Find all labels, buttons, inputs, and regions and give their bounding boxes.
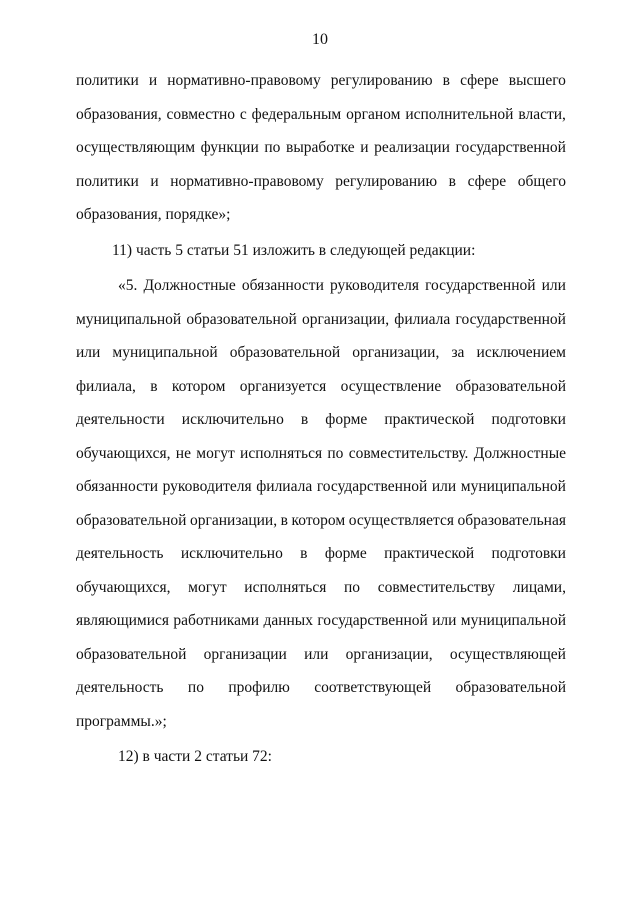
word: осуществляющим: [76, 139, 196, 156]
word: практической: [384, 545, 475, 562]
word: с: [239, 105, 247, 123]
text-line: [76, 336, 566, 370]
word: деятельности: [76, 411, 165, 428]
word: органом: [346, 105, 401, 123]
word: организации,: [345, 645, 433, 663]
word: котором: [171, 377, 226, 395]
word: и: [360, 139, 369, 156]
word: сфере: [460, 72, 499, 89]
text-line: [76, 571, 566, 605]
word: Должностные: [473, 444, 566, 462]
word: реализации: [374, 139, 450, 156]
word: функции: [200, 139, 259, 156]
word: деятельность: [76, 545, 164, 562]
word: работниками: [173, 612, 260, 629]
word: образовательной: [76, 645, 187, 663]
text-line: 12) в части 2 статьи 72:: [118, 748, 272, 765]
word: и: [148, 72, 158, 89]
text-line: 11) часть 5 статьи 51 изложить в следующей редакции:: [112, 241, 476, 259]
word: исключительно: [180, 545, 283, 562]
word: или: [76, 344, 101, 361]
paragraph-item-11: [76, 234, 566, 268]
text-line: [76, 303, 566, 337]
text-line: [76, 504, 566, 538]
word: котором: [291, 511, 346, 529]
word: образования,: [76, 105, 162, 123]
paragraph-amendment-text: [76, 269, 566, 738]
word: по: [264, 139, 281, 156]
text-line: образования, порядке»;: [76, 206, 231, 223]
text-line: [76, 370, 566, 404]
word: обучающихся,: [76, 578, 171, 596]
word: филиала: [394, 310, 451, 328]
word: общего: [517, 172, 566, 190]
word: обучающихся,: [76, 444, 171, 462]
word: совместно: [166, 105, 235, 123]
word: форме: [324, 545, 367, 562]
text-line: [76, 165, 566, 199]
word: по: [344, 578, 361, 596]
word: или: [431, 478, 457, 495]
word: в: [448, 172, 456, 190]
word: руководителя: [162, 478, 252, 495]
word: образовательная: [457, 511, 566, 529]
paragraph-item-12: [76, 740, 566, 774]
text-line: [76, 98, 566, 132]
text-line: [76, 437, 566, 471]
document-body: [76, 64, 566, 774]
text-line: [76, 403, 566, 437]
word: деятельность: [76, 679, 164, 696]
word: или: [304, 645, 329, 663]
word: политики: [76, 72, 139, 89]
word: государственной: [455, 310, 566, 328]
text-line: [76, 470, 566, 504]
paragraph-continuation: [76, 64, 566, 232]
word: руководителя: [329, 277, 419, 294]
page-number: 10: [312, 31, 328, 48]
text-line: [76, 638, 566, 672]
text-line: [76, 604, 566, 638]
text-line: [76, 269, 566, 303]
word: высшего: [508, 72, 566, 89]
word: осуществляется: [348, 511, 454, 529]
word: нормативно-правовому: [167, 72, 321, 89]
word: образовательной: [455, 679, 566, 696]
word: Должностные: [143, 277, 236, 294]
word: федеральным: [251, 105, 342, 123]
word: осуществляющей: [449, 645, 566, 663]
word: муниципальной: [112, 344, 218, 361]
word: выработке: [286, 139, 355, 156]
word: подготовки: [491, 411, 566, 428]
word: в: [300, 411, 309, 428]
word: исполняться: [244, 578, 327, 596]
word: муниципальной: [460, 478, 566, 495]
word: профилю: [228, 679, 290, 696]
word: могут: [188, 578, 227, 596]
text-line: [76, 671, 566, 705]
word: организуется: [239, 377, 327, 395]
word: исключением: [476, 344, 566, 361]
word: в: [150, 377, 158, 395]
word: за: [451, 344, 465, 361]
word: исключительно: [181, 411, 284, 428]
word: филиала,: [76, 377, 136, 395]
word: образовательной: [186, 310, 297, 328]
word: подготовки: [491, 545, 566, 562]
word: образовательной: [229, 344, 341, 361]
word: регулированию: [335, 172, 438, 190]
word: или: [432, 612, 457, 629]
word: совместительству.: [348, 444, 469, 462]
word: в: [300, 545, 308, 562]
word: и: [150, 172, 159, 190]
word: государственной: [455, 139, 566, 156]
word: организации,: [352, 344, 440, 361]
word: власти,: [518, 105, 566, 123]
text-line: [76, 131, 566, 165]
word: лицами,: [512, 578, 566, 596]
word: исполняться: [240, 444, 323, 462]
word: форме: [325, 411, 368, 428]
word: соответствующей: [314, 679, 432, 696]
word: по: [327, 444, 344, 462]
word: организации,: [302, 310, 390, 328]
word: организации,: [190, 511, 278, 529]
word: организации: [203, 645, 287, 663]
word: политики: [76, 172, 139, 190]
word: муниципальной: [460, 612, 566, 629]
word: «5.: [118, 277, 138, 294]
word: данных: [263, 612, 313, 629]
text-line: [76, 64, 566, 98]
word: нормативно-правовому: [170, 172, 324, 190]
word: или: [541, 277, 566, 294]
word: осуществление: [340, 377, 442, 395]
word: могут: [196, 444, 235, 462]
word: являющимися: [76, 612, 170, 629]
word: сфере: [467, 172, 507, 190]
word: образовательной: [76, 511, 187, 529]
word: обязанности: [241, 277, 324, 294]
word: государственной: [317, 612, 428, 629]
word: исполнительной: [405, 105, 514, 123]
word: образовательной: [455, 377, 566, 395]
word: совместительству: [377, 578, 496, 596]
word: государственной: [316, 478, 428, 495]
word: филиала: [256, 478, 313, 495]
word: в: [442, 72, 450, 89]
word: регулированию: [330, 72, 433, 89]
word: государственной: [425, 277, 536, 294]
word: практической: [384, 411, 475, 428]
word: по: [187, 679, 204, 696]
text-line: программы.»;: [76, 712, 167, 730]
word: не: [175, 444, 191, 462]
word: обязанности: [76, 478, 159, 495]
word: муниципальной: [76, 310, 182, 328]
word: в: [280, 511, 288, 529]
text-line: [76, 537, 566, 571]
